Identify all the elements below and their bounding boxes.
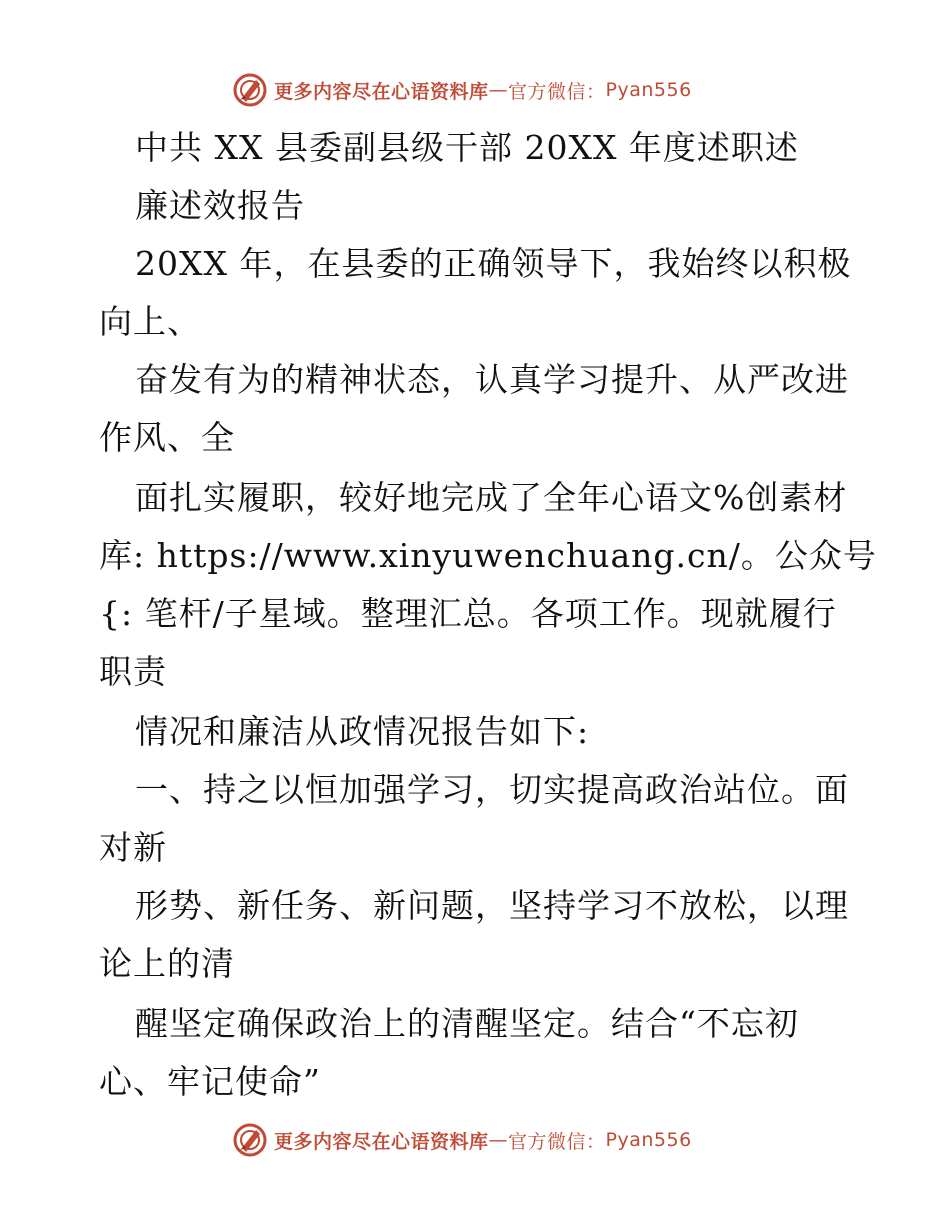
header-banner xyxy=(232,70,752,110)
paragraph-line: 作风、全 xyxy=(99,418,235,457)
banner-official-label: 官方微信： xyxy=(508,80,606,103)
banner-wechat-id: Pyan556 xyxy=(605,79,692,101)
paragraph-line: 库: https://www.xinyuwenchuang.cn/。公众号 xyxy=(99,536,877,575)
banner-official-label: 官方微信： xyxy=(508,1130,606,1153)
section-heading-line: 一、持之以恒加强学习，切实提高政治站位。面 xyxy=(135,770,849,809)
paragraph-line: 醒坚定确保政治上的清醒坚定。结合“不忘初 xyxy=(135,1004,799,1043)
paragraph-line: 情况和廉洁从政情况报告如下: xyxy=(135,712,590,751)
banner-separator: — xyxy=(488,1129,509,1151)
paragraph-line: 职责 xyxy=(99,652,167,691)
paragraph-line: {: 笔杆/子星域。整理汇总。各项工作。现就履行 xyxy=(99,594,837,633)
title-line-1: 中共 XX 县委副县级干部 20XX 年度述职述 xyxy=(135,128,799,167)
banner-separator: — xyxy=(488,79,509,101)
paragraph-line: 对新 xyxy=(99,828,167,867)
paragraph-line: 奋发有为的精神状态，认真学习提升、从严改进 xyxy=(135,360,849,399)
paragraph-line: 20XX 年，在县委的正确领导下，我始终以积极 xyxy=(135,244,852,283)
paragraph-line: 心、牢记使命” xyxy=(99,1062,321,1101)
footer-banner xyxy=(232,1120,752,1160)
paragraph-line: 向上、 xyxy=(99,302,201,341)
paragraph-line: 论上的清 xyxy=(99,944,235,983)
banner-main-text: 更多内容尽在心语资料库 xyxy=(274,80,489,103)
pen-logo-icon xyxy=(232,1122,268,1158)
pen-logo-icon xyxy=(232,72,268,108)
banner-main-text: 更多内容尽在心语资料库 xyxy=(274,1130,489,1153)
banner-wechat-id: Pyan556 xyxy=(605,1129,692,1151)
title-line-2: 廉述效报告 xyxy=(135,186,305,225)
paragraph-line: 形势、新任务、新问题，坚持学习不放松，以理 xyxy=(135,886,849,925)
paragraph-line: 面扎实履职，较好地完成了全年心语文%创素材 xyxy=(135,478,848,517)
